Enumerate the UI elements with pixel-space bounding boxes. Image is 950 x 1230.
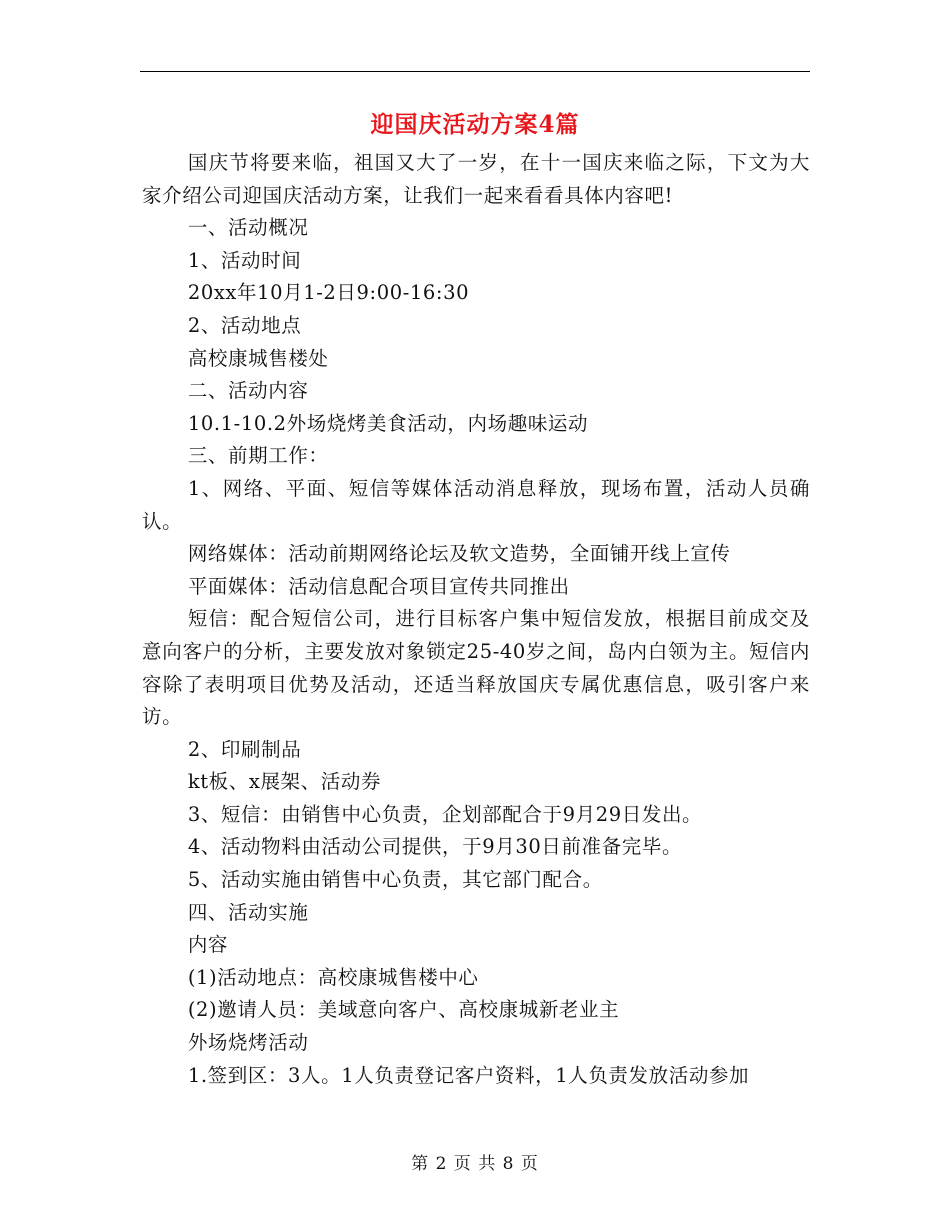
paragraph: 三、前期工作：	[187, 444, 329, 468]
paragraph: 4、活动物料由活动公司提供，于9月30日前准备完毕。	[187, 835, 683, 859]
paragraph: kt板、x展架、活动券	[187, 770, 382, 794]
paragraph: 平面媒体：活动信息配合项目宣传共同推出	[187, 574, 570, 598]
paragraph: 10.1-10.2外场烧烤美食活动，内场趣味运动	[187, 411, 589, 435]
paragraph: 内容	[187, 933, 229, 957]
paragraph: 短信：配合短信公司，进行目标客户集中短信发放，根据目前成交及意向客户的分析，主要发放对象锁定25-40岁之间，岛内白领为主。短信内容除了表明项目优势及活动，还适当释放国庆专属优惠信息，吸引客户来访。	[142, 607, 810, 729]
paragraph: 网络媒体：活动前期网络论坛及软文造势，全面铺开线上宣传	[187, 542, 731, 566]
document-title: 迎国庆活动方案4篇	[370, 111, 580, 138]
page-number: 第 2 页 共 8 页	[411, 1154, 539, 1174]
paragraph: 国庆节将要来临，祖国又大了一岁，在十一国庆来临之际，下文为大家介绍公司迎国庆活动方案，让我们一起来看看具体内容吧!	[142, 151, 810, 207]
paragraph: (2)邀请人员：美域意向客户、高校康城新老业主	[187, 998, 620, 1022]
paragraph: 一、活动概况	[187, 216, 309, 240]
paragraph: 1、活动时间	[187, 248, 302, 272]
document-body	[142, 147, 810, 1092]
paragraph: 20xx年10月1-2日9:00-16:30	[187, 281, 470, 305]
paragraph: 四、活动实施	[187, 900, 309, 924]
paragraph: 2、印刷制品	[187, 737, 302, 761]
header-rule	[140, 71, 810, 72]
paragraph: 1、网络、平面、短信等媒体活动消息释放，现场布置，活动人员确认。	[142, 476, 810, 533]
paragraph: 高校康城售楼处	[187, 346, 329, 370]
paragraph: 外场烧烤活动	[187, 1031, 309, 1055]
paragraph: 1.签到区：3人。1人负责登记客户资料，1人负责发放活动参加	[187, 1063, 750, 1087]
paragraph: 3、短信：由销售中心负责，企划部配合于9月29日发出。	[187, 802, 703, 826]
paragraph: (1)活动地点：高校康城售楼中心	[187, 965, 479, 989]
paragraph: 2、活动地点	[187, 313, 302, 337]
paragraph: 二、活动内容	[187, 379, 309, 403]
paragraph: 5、活动实施由销售中心负责，其它部门配合。	[187, 868, 603, 892]
